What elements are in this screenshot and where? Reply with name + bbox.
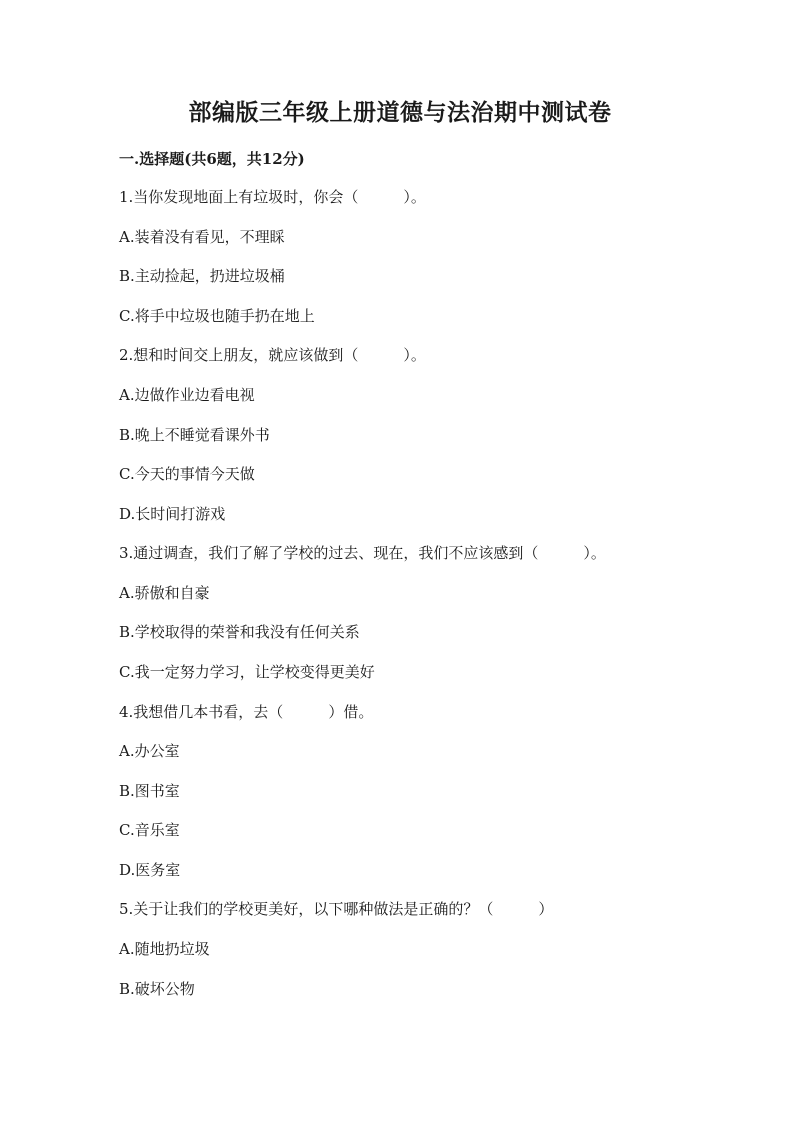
question-4-option-d: D.医务室: [119, 861, 181, 879]
question-2-option-d: D.长时间打游戏: [119, 505, 226, 523]
question-1-stem: 1.当你发现地面上有垃圾时，你会（ ）。: [119, 188, 426, 206]
question-2-option-b: B.晚上不睡觉看课外书: [119, 426, 270, 444]
question-3-stem: 3.通过调查，我们了解了学校的过去、现在，我们不应该感到（ ）。: [119, 544, 606, 562]
page-title: 部编版三年级上册道德与法治期中测试卷: [188, 99, 612, 126]
question-3-option-a: A.骄傲和自豪: [119, 584, 210, 602]
question-2-option-a: A.边做作业边看电视: [119, 386, 255, 404]
question-1-option-c: C.将手中垃圾也随手扔在地上: [119, 307, 315, 325]
question-1-option-b: B.主动捡起，扔进垃圾桶: [119, 267, 285, 285]
question-4-option-a: A.办公室: [119, 742, 180, 760]
section-heading: 一.选择题(共6题，共12分): [119, 150, 305, 168]
question-4-option-c: C.音乐室: [119, 821, 180, 839]
question-2-option-c: C.今天的事情今天做: [119, 465, 255, 483]
question-2-stem: 2.想和时间交上朋友，就应该做到（ ）。: [119, 346, 426, 364]
question-4-option-b: B.图书室: [119, 782, 180, 800]
question-1-option-a: A.装着没有看见，不理睬: [119, 228, 285, 246]
question-5-option-b: B.破坏公物: [119, 980, 195, 998]
question-5-stem: 5.关于让我们的学校更美好，以下哪种做法是正确的？（ ）: [119, 900, 554, 918]
question-3-option-b: B.学校取得的荣誉和我没有任何关系: [119, 623, 360, 641]
question-3-option-c: C.我一定努力学习，让学校变得更美好: [119, 663, 375, 681]
question-5-option-a: A.随地扔垃圾: [119, 940, 210, 958]
question-4-stem: 4.我想借几本书看，去（ ）借。: [119, 703, 374, 721]
